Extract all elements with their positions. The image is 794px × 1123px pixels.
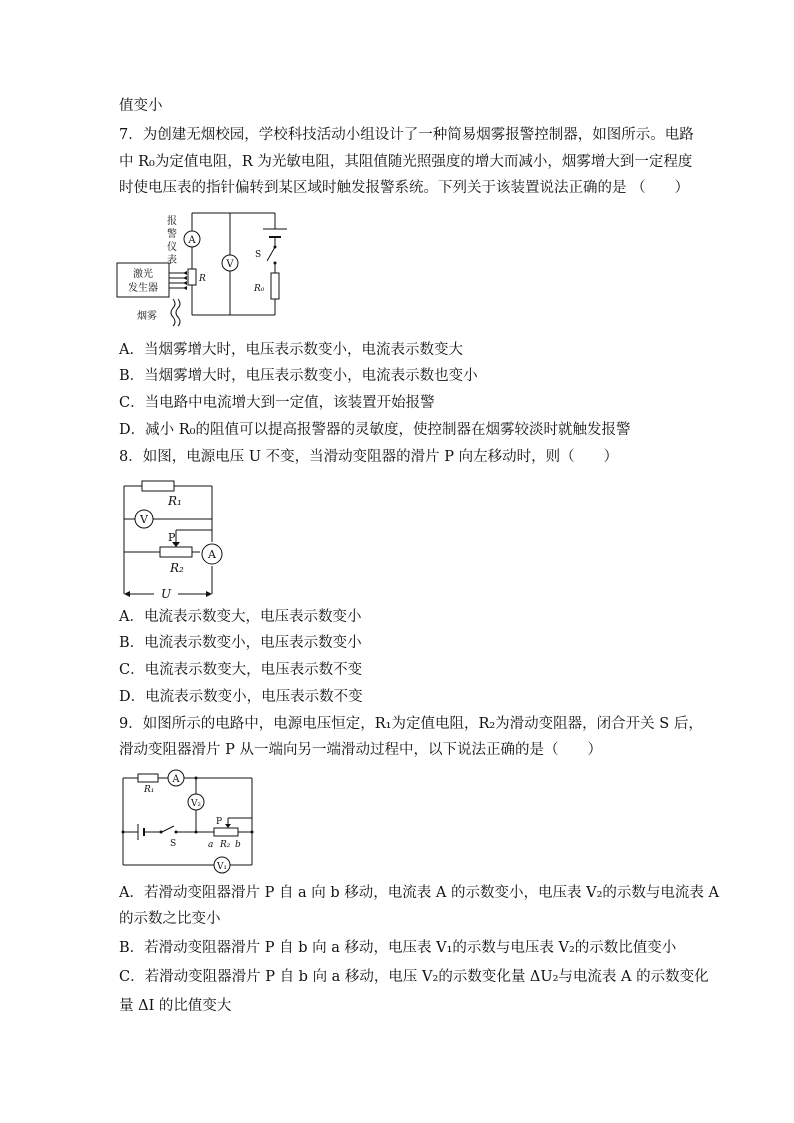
q9-r1-label: R₁ (144, 785, 155, 795)
q7-label-biao: 表 (167, 255, 177, 266)
q8-option-a: A．电流表示数变大，电压表示数变小 (119, 609, 362, 625)
q8-circuit-figure (118, 476, 238, 604)
q8-u-label: U (160, 587, 172, 601)
q7-label-yi: 仪 (167, 242, 177, 253)
q7-voltmeter-label: V (226, 259, 234, 270)
q8-r1-label: R₁ (168, 494, 182, 508)
q9-v1-label: V₁ (216, 862, 228, 872)
q9-ammeter-label: A (172, 774, 180, 785)
q7-ammeter-label: A (188, 235, 196, 246)
q9-option-a-line-2: 的示数之比变小 (119, 911, 221, 927)
q9-v2-label: V₂ (190, 799, 202, 809)
q9-option-c-line-2: 量 ΔI 的比值变大 (119, 998, 232, 1014)
q7-laser-label-2: 发生器 (128, 283, 158, 294)
q9-p-label: P (216, 817, 223, 827)
q7-option-d: D．减小 R₀的阻值可以提高报警器的灵敏度，使控制器在烟雾较淡时就触发报警 (119, 422, 631, 438)
q7-smoke-label: 烟雾 (137, 311, 157, 322)
q9-option-b: B．若滑动变阻器滑片 P 自 b 向 a 移动，电压表 V₁的示数与电压表 V₂的示数比值变小 (119, 940, 677, 956)
q9-option-c-line-1: C．若滑动变阻器滑片 P 自 b 向 a 移动，电压 V₂的示数变化量 ΔU₂与电流表 A 的示数变化 (119, 969, 709, 985)
text-line-prev-end: 值变小 (119, 98, 163, 114)
q7-option-c: C．当电路中电流增大到一定值，该装置开始报警 (119, 395, 435, 411)
q9-a-label: a (208, 840, 214, 850)
q9-r2-label: R₂ (220, 840, 231, 850)
q7-r-label: R (199, 274, 206, 284)
q7-switch-label: S (255, 250, 262, 260)
q8-option-d: D．电流表示数变小，电压表示数不变 (119, 689, 363, 705)
q7-r0-label: R₀ (254, 284, 265, 294)
q7-laser-label-1: 激光 (133, 269, 153, 280)
q9-stem-line-1: 9．如图所示的电路中，电源电压恒定，R₁为定值电阻，R₂为滑动变阻器，闭合开关 S 后， (119, 716, 703, 732)
q7-circuit-figure (115, 207, 295, 337)
q9-circuit-figure (118, 768, 264, 876)
q7-label-bao: 报 (167, 216, 177, 227)
q9-s-label: S (170, 839, 177, 849)
q8-stem-line-1: 8．如图，电源电压 U 不变，当滑动变阻器的滑片 P 向左移动时，则（ ） (119, 449, 619, 465)
q7-option-b: B．当烟雾增大时，电压表示数变小，电流表示数也变小 (119, 368, 478, 384)
q7-stem-line-1: 7．为创建无烟校园，学校科技活动小组设计了一种简易烟雾报警控制器，如图所示。电路 (119, 127, 694, 143)
q8-option-c: C．电流表示数变大，电压表示数不变 (119, 662, 363, 678)
q7-label-jing: 警 (167, 229, 177, 240)
q8-ammeter-label: A (208, 548, 216, 561)
q9-b-label: b (235, 840, 241, 850)
q8-r2-label: R₂ (170, 561, 184, 575)
q9-option-a-line-1: A．若滑动变阻器滑片 P 自 a 向 b 移动，电流表 A 的示数变小，电压表 V₂的示数与电流表 A (119, 885, 719, 901)
q7-stem-line-2: 中 R₀为定值电阻，R 为光敏电阻，其阻值随光照强度的增大而减小，烟雾增大到一定程度 (119, 154, 693, 170)
q7-stem-line-3: 时使电压表的指针偏转到某区域时触发报警系统。下列关于该装置说法正确的是 （ ） (119, 180, 690, 196)
q8-p-label: P (168, 531, 176, 544)
q8-option-b: B．电流表示数变小，电压表示数变小 (119, 635, 362, 651)
q9-stem-line-2: 滑动变阻器滑片 P 从一端向另一端滑动过程中，以下说法正确的是（ ） (119, 742, 602, 758)
q8-voltmeter-label: V (140, 513, 148, 526)
q7-option-a: A．当烟雾增大时，电压表示数变小，电流表示数变大 (119, 342, 463, 358)
